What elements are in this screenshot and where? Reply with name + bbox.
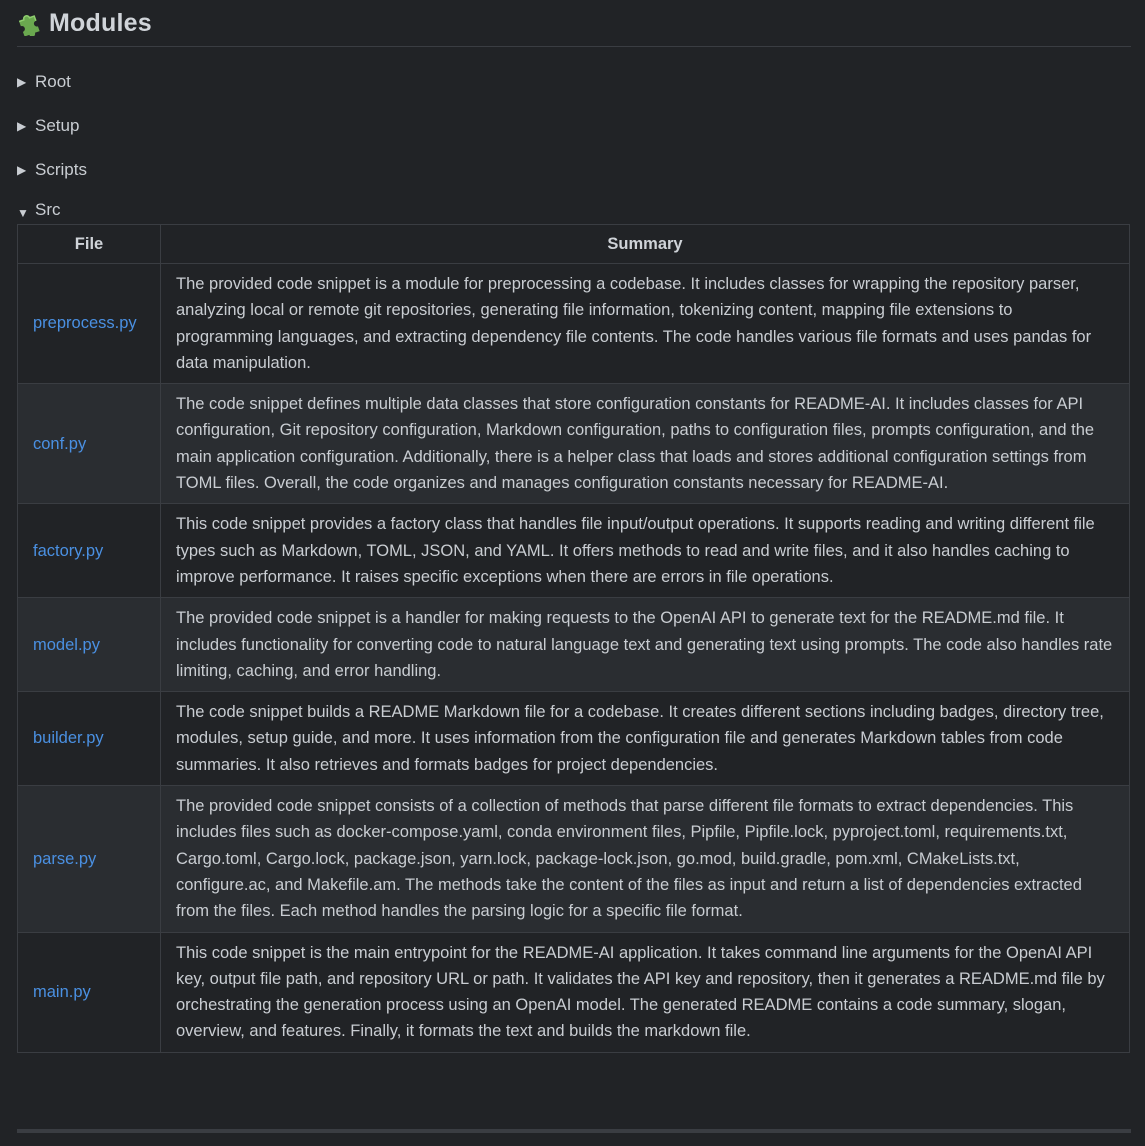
section-label: Root: [35, 72, 71, 91]
section-toggle-root[interactable]: [17, 60, 1131, 104]
section-label: Scripts: [35, 160, 87, 179]
summary-cell: The provided code snippet is a handler for making requests to the OpenAI API to generate text for the README.md file. It includes functionality for converting code to natural language text and generating text using prompts. The code also handles rate limiting, caching, and error handling.: [161, 598, 1130, 692]
module-sections: [17, 60, 1131, 1053]
section-label: Src: [35, 200, 61, 219]
section-toggle-scripts[interactable]: [17, 148, 1131, 192]
triangle-right-icon: ▶: [17, 163, 27, 177]
file-cell: [18, 786, 161, 932]
triangle-right-icon: ▶: [17, 119, 27, 133]
triangle-down-icon: ▼: [17, 206, 29, 220]
page-title: Modules: [49, 8, 152, 37]
table-row: [18, 692, 1130, 786]
table-row: [18, 504, 1130, 598]
file-cell: [18, 598, 161, 692]
summary-cell: This code snippet provides a factory class that handles file input/output operations. It supports reading and writing different file types such as Markdown, TOML, JSON, and YAML. It offers methods to read and write files, and it also handles caching to improve performance. It raises specific exceptions when there are errors in file operations.: [161, 504, 1130, 598]
file-cell: [18, 504, 161, 598]
summary-cell: The code snippet defines multiple data classes that store configuration constants for README-AI. It includes classes for API configuration, Git repository configuration, Markdown configuration, paths to configuration files, prompts configuration, and the main application configuration. Additionally, there is a helper class that loads and stores additional configuration settings from TOML files. Overall, the code organizes and manages configuration constants necessary for README-AI.: [161, 384, 1130, 504]
summary-cell: The provided code snippet consists of a collection of methods that parse different file formats to extract dependencies. This includes files such as docker-compose.yaml, conda environment files, Pipfile, Pipfile.lock, pyproject.toml, requirements.txt, Cargo.toml, Cargo.lock, package.json, yarn.lock, package-lock.json, go.mod, build.gradle, pom.xml, CMakeLists.txt, configure.ac, and Makefile.am. The methods take the content of the files as input and return a list of dependencies extracted from the files. Each method handles the parsing logic for a specific file format.: [161, 786, 1130, 932]
summary-cell: The code snippet builds a README Markdown file for a codebase. It creates different sections including badges, directory tree, modules, setup guide, and more. It uses information from the configuration file and generates Markdown tables from code summaries. It also retrieves and formats badges for project dependencies.: [161, 692, 1130, 786]
src-files-table: [17, 224, 1130, 1053]
table-row: [18, 598, 1130, 692]
horizontal-rule: [17, 1129, 1131, 1133]
file-link-builder[interactable]: builder.py: [33, 729, 104, 748]
column-header-file: File: [18, 225, 161, 264]
section-label: Setup: [35, 116, 80, 135]
puzzle-piece-icon: [17, 10, 43, 36]
modules-heading: [17, 4, 1131, 47]
table-row: [18, 264, 1130, 384]
file-cell: [18, 932, 161, 1052]
file-link-parse[interactable]: parse.py: [33, 849, 97, 868]
summary-cell: This code snippet is the main entrypoint for the README-AI application. It takes command line arguments for the OpenAI API key, output file path, and repository URL or path. It validates the API key and repository, then it generates a README.md file by orchestrating the generation process using an OpenAI model. The generated README contains a code summary, slogan, overview, and features. Finally, it formats the text and builds the markdown file.: [161, 932, 1130, 1052]
file-cell: [18, 264, 161, 384]
section-toggle-src[interactable]: [17, 192, 1131, 224]
table-row: [18, 384, 1130, 504]
file-cell: [18, 692, 161, 786]
column-header-summary: Summary: [161, 225, 1130, 264]
file-link-model[interactable]: model.py: [33, 635, 100, 654]
file-cell: [18, 384, 161, 504]
file-link-conf[interactable]: conf.py: [33, 434, 87, 453]
file-link-main[interactable]: main.py: [33, 982, 91, 1001]
section-toggle-setup[interactable]: [17, 104, 1131, 148]
table-row: [18, 786, 1130, 932]
summary-cell: The provided code snippet is a module for preprocessing a codebase. It includes classes for wrapping the repository parser, analyzing local or remote git repositories, generating file information, tokenizing content, mapping file extensions to programming languages, and extracting dependency file contents. The code handles various file formats and uses pandas for data manipulation.: [161, 264, 1130, 384]
table-row: [18, 932, 1130, 1052]
file-link-preprocess[interactable]: preprocess.py: [33, 314, 137, 333]
triangle-right-icon: ▶: [17, 75, 27, 89]
table-header-row: [18, 225, 1130, 264]
file-link-factory[interactable]: factory.py: [33, 541, 104, 560]
